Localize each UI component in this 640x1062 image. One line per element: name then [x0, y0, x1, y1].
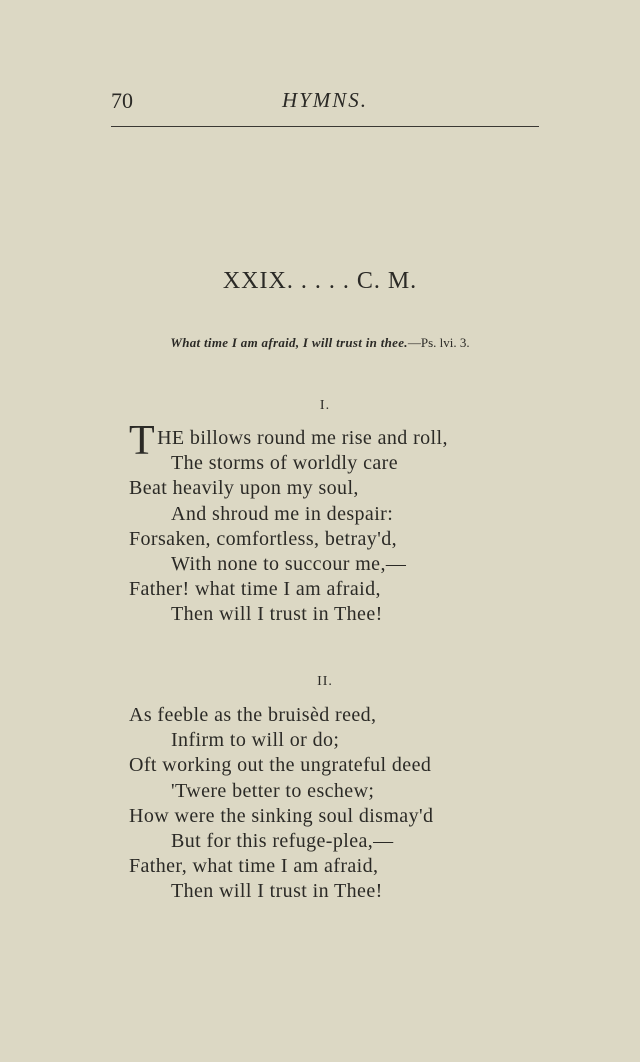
stanza-line: Infirm to will or do; [171, 729, 340, 752]
page-header [111, 88, 539, 118]
epigraph [0, 335, 640, 351]
stanza-line: Beat heavily upon my soul, [129, 477, 359, 500]
running-head: HYMNS. [281, 88, 369, 112]
page-number: 70 [111, 88, 133, 113]
stanza-line: Then will I trust in Thee! [171, 880, 383, 903]
epigraph-reference: —Ps. lvi. 3. [407, 335, 470, 350]
stanza-line: Oft working out the ungrateful deed [129, 754, 432, 777]
hymn-title: XXIX. . . . . C. M. [222, 268, 418, 294]
epigraph-text: What time I am afraid, I will trust in thee. [170, 335, 408, 350]
stanza-line: 'Twere better to eschew; [171, 779, 375, 802]
stanza-line: Father! what time I am afraid, [129, 578, 381, 601]
stanza-line: With none to succour me,— [171, 552, 407, 575]
stanza-2 [129, 703, 549, 905]
stanza-number-2: II. [317, 674, 333, 689]
stanza-line: THE billows round me rise and roll, [129, 418, 448, 464]
stanza-line: As feeble as the bruisèd reed, [129, 704, 377, 726]
stanza-line: But for this refuge-plea,— [171, 829, 394, 852]
stanza-line: Forsaken, comfortless, betray'd, [129, 527, 398, 550]
stanza-line: The storms of worldly care [171, 452, 399, 475]
stanza-line: Then will I trust in Thee! [171, 603, 383, 626]
stanza-line: How were the sinking soul dismay'd [129, 804, 434, 827]
drop-cap: T [129, 418, 156, 464]
stanza-1 [129, 418, 549, 628]
stanza-number-1: I. [319, 398, 331, 413]
stanza-line: And shroud me in despair: [171, 502, 394, 525]
stanza-line: Father, what time I am afraid, [129, 855, 379, 878]
header-rule [111, 126, 539, 127]
